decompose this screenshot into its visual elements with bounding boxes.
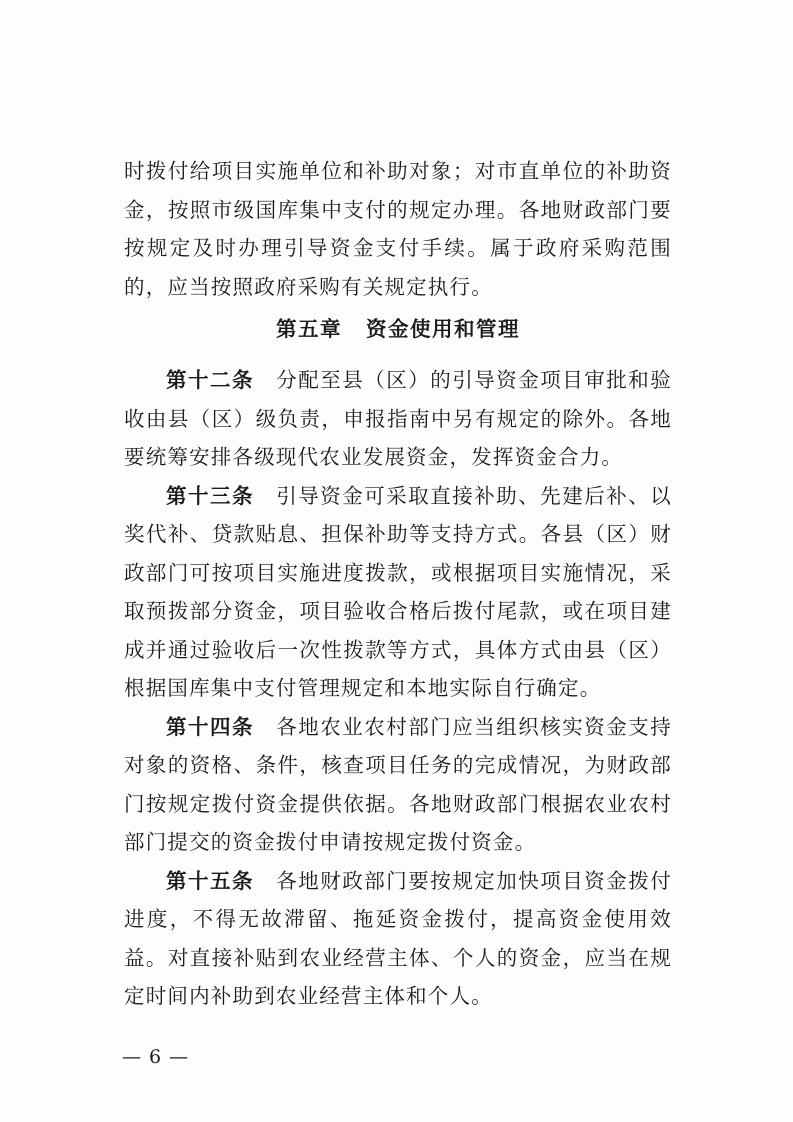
article-text: 引导资金可采取直接补助、先建后补、以奖代补、贷款贴息、担保补助等支持方式。各县（区）财政部门可按项目实施进度拨款，或根据项目实施情况，采取预拨部分资金，项目验收合格后拨付尾款，或在项目建成并通过验收后一次性拨款等方式，具体方式由县（区）根据国库集中支付管理规定和本地实际自行确定。: [124, 483, 672, 700]
chapter-heading: [124, 310, 672, 348]
intro-paragraph: 时拨付给项目实施单位和补助对象；对市直单位的补助资金，按照市级国库集中支付的规定办理。各地财政部门要按规定及时办理引导资金支付手续。属于政府采购范围的，应当按照政府采购有关规定执行。: [124, 159, 672, 299]
article-15: [124, 862, 672, 1016]
page-number: — 6 —: [122, 1046, 190, 1068]
chapter-title: 资金使用和管理: [366, 317, 520, 341]
intro-block: [124, 152, 672, 306]
article-text: 各地财政部门要按规定加快项目资金拨付进度，不得无故滞留、拖延资金拨付，提高资金使用效益。对直接补贴到农业经营主体、个人的资金，应当在规定时间内补助到农业经营主体和个人。: [124, 868, 672, 1008]
article-label: 第十三条: [166, 483, 254, 508]
article-label: 第十二条: [166, 368, 254, 392]
article-12: [124, 361, 672, 477]
article-text: 各地农业农村部门应当组织核实资金支持对象的资格、条件，核查项目任务的完成情况，为财政部门按规定拨付资金提供依据。各地财政部门根据农业农村部门提交的资金拨付申请按规定拨付资金。: [124, 714, 672, 854]
article-14: [124, 708, 672, 862]
article-label: 第十五条: [166, 868, 254, 893]
chapter-number: 第五章: [276, 317, 342, 341]
article-13: [124, 477, 672, 708]
articles-block: [124, 361, 672, 1016]
article-label: 第十四条: [166, 714, 254, 739]
article-text: 分配至县（区）的引导资金项目审批和验收由县（区）级负责，申报指南中另有规定的除外。各地要统筹安排各级现代农业发展资金，发挥资金合力。: [124, 368, 672, 469]
